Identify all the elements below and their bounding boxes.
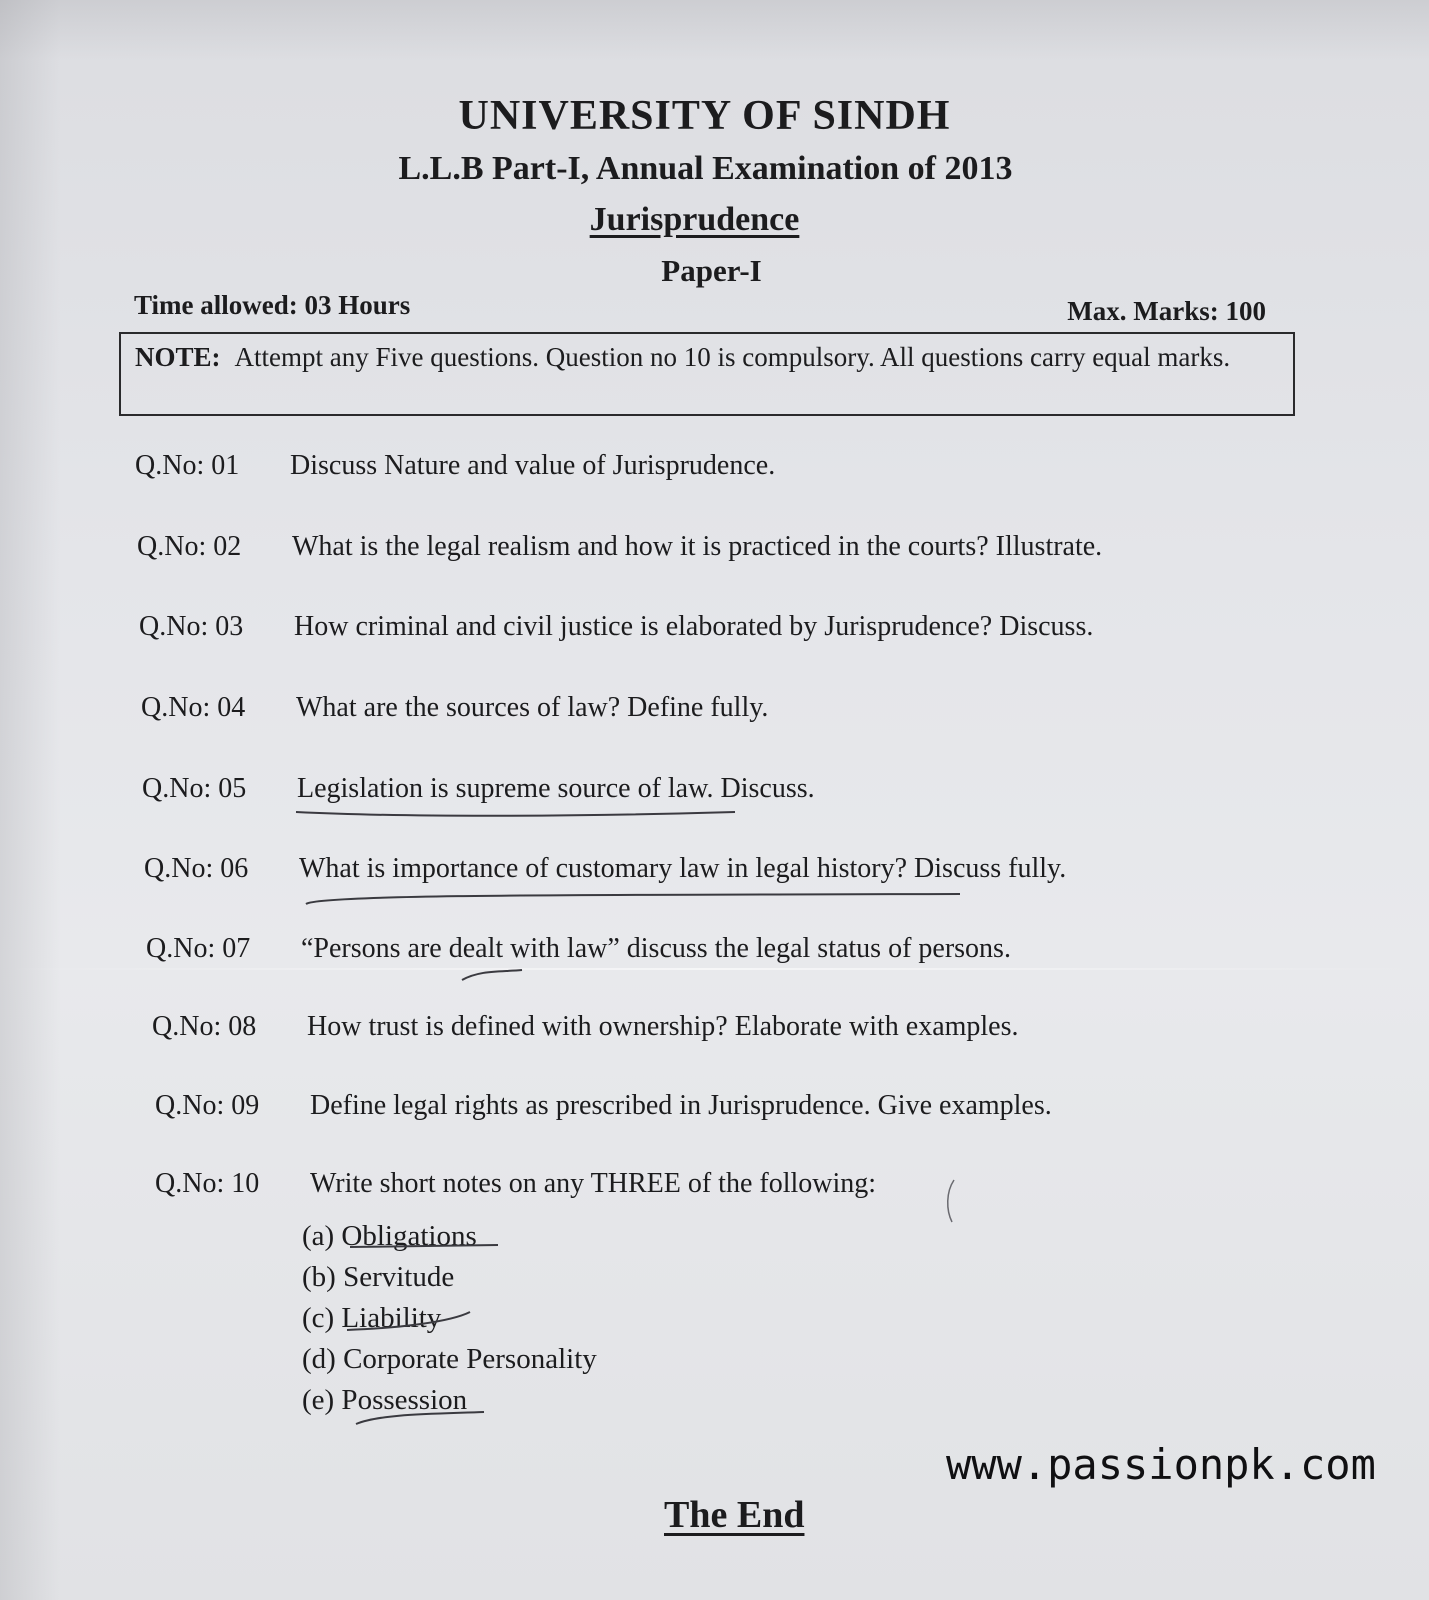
question-item xyxy=(152,1011,1019,1043)
page-shadow-left xyxy=(0,0,60,1600)
paper-fold-crease xyxy=(0,968,1429,970)
note-text: Attempt any Five questions. Question no 10 is compulsory. All questions carry equal marks. xyxy=(234,342,1231,372)
question-item xyxy=(155,1090,1052,1122)
note-label: NOTE: xyxy=(135,342,221,372)
question-item xyxy=(142,773,815,805)
paper-number: Paper-I xyxy=(661,253,762,288)
website-watermark: www.passionpk.com xyxy=(946,1440,1376,1489)
the-end-footer: The End xyxy=(664,1494,805,1536)
question-number: Q.No: 09 xyxy=(155,1090,260,1121)
university-title: UNIVERSITY OF SINDH xyxy=(458,93,951,139)
option-item: (c) Liability xyxy=(302,1302,442,1334)
question-item xyxy=(155,1168,876,1200)
option-item: (d) Corporate Personality xyxy=(302,1343,597,1375)
option-item: (b) Servitude xyxy=(302,1261,455,1293)
question-item xyxy=(135,450,775,482)
question-number: Q.No: 01 xyxy=(135,450,240,481)
subject-title: Jurisprudence xyxy=(589,201,800,238)
question-number: Q.No: 05 xyxy=(142,773,247,804)
question-item xyxy=(139,611,1093,643)
underline-q7 xyxy=(462,970,522,980)
question-number: Q.No: 07 xyxy=(146,933,251,964)
underline-q5 xyxy=(296,812,735,816)
page-shadow-top xyxy=(0,0,1429,60)
question-text: Define legal rights as prescribed in Jurisprudence. Give examples. xyxy=(310,1090,1052,1121)
question-item xyxy=(137,531,1102,563)
question-number: Q.No: 03 xyxy=(139,611,244,642)
question-text: How criminal and civil justice is elaborated by Jurisprudence? Discuss. xyxy=(294,611,1094,642)
margin-mark xyxy=(948,1180,954,1222)
time-allowed: Time allowed: 03 Hours xyxy=(134,290,411,320)
question-text: What are the sources of law? Define fully. xyxy=(296,692,769,723)
question-text: Discuss Nature and value of Jurisprudence. xyxy=(290,450,776,481)
question-item xyxy=(141,692,768,724)
underline-q6 xyxy=(306,894,960,904)
question-item xyxy=(146,933,1011,965)
question-item xyxy=(144,853,1066,885)
question-number: Q.No: 02 xyxy=(137,531,242,562)
question-text: Legislation is supreme source of law. Discuss. xyxy=(297,773,815,804)
exam-title: L.L.B Part-I, Annual Examination of 2013 xyxy=(398,150,1013,187)
question-number: Q.No: 06 xyxy=(144,853,249,884)
question-text: “Persons are dealt with law” discuss the legal status of persons. xyxy=(301,933,1011,964)
max-marks: Max. Marks: 100 xyxy=(1067,296,1266,326)
question-text: Write short notes on any THREE of the following: xyxy=(310,1168,877,1199)
question-number: Q.No: 04 xyxy=(141,692,246,723)
short-notes-options xyxy=(302,1216,597,1421)
question-text: How trust is defined with ownership? Elaborate with examples. xyxy=(307,1011,1019,1042)
question-number: Q.No: 10 xyxy=(155,1168,260,1199)
question-text: What is the legal realism and how it is practiced in the courts? Illustrate. xyxy=(292,531,1103,562)
option-item: (e) Possession xyxy=(302,1384,468,1416)
question-number: Q.No: 08 xyxy=(152,1011,257,1042)
option-item: (a) Obligations xyxy=(302,1220,477,1252)
question-text: What is importance of customary law in legal history? Discuss fully. xyxy=(299,853,1067,884)
note-box xyxy=(119,332,1295,416)
